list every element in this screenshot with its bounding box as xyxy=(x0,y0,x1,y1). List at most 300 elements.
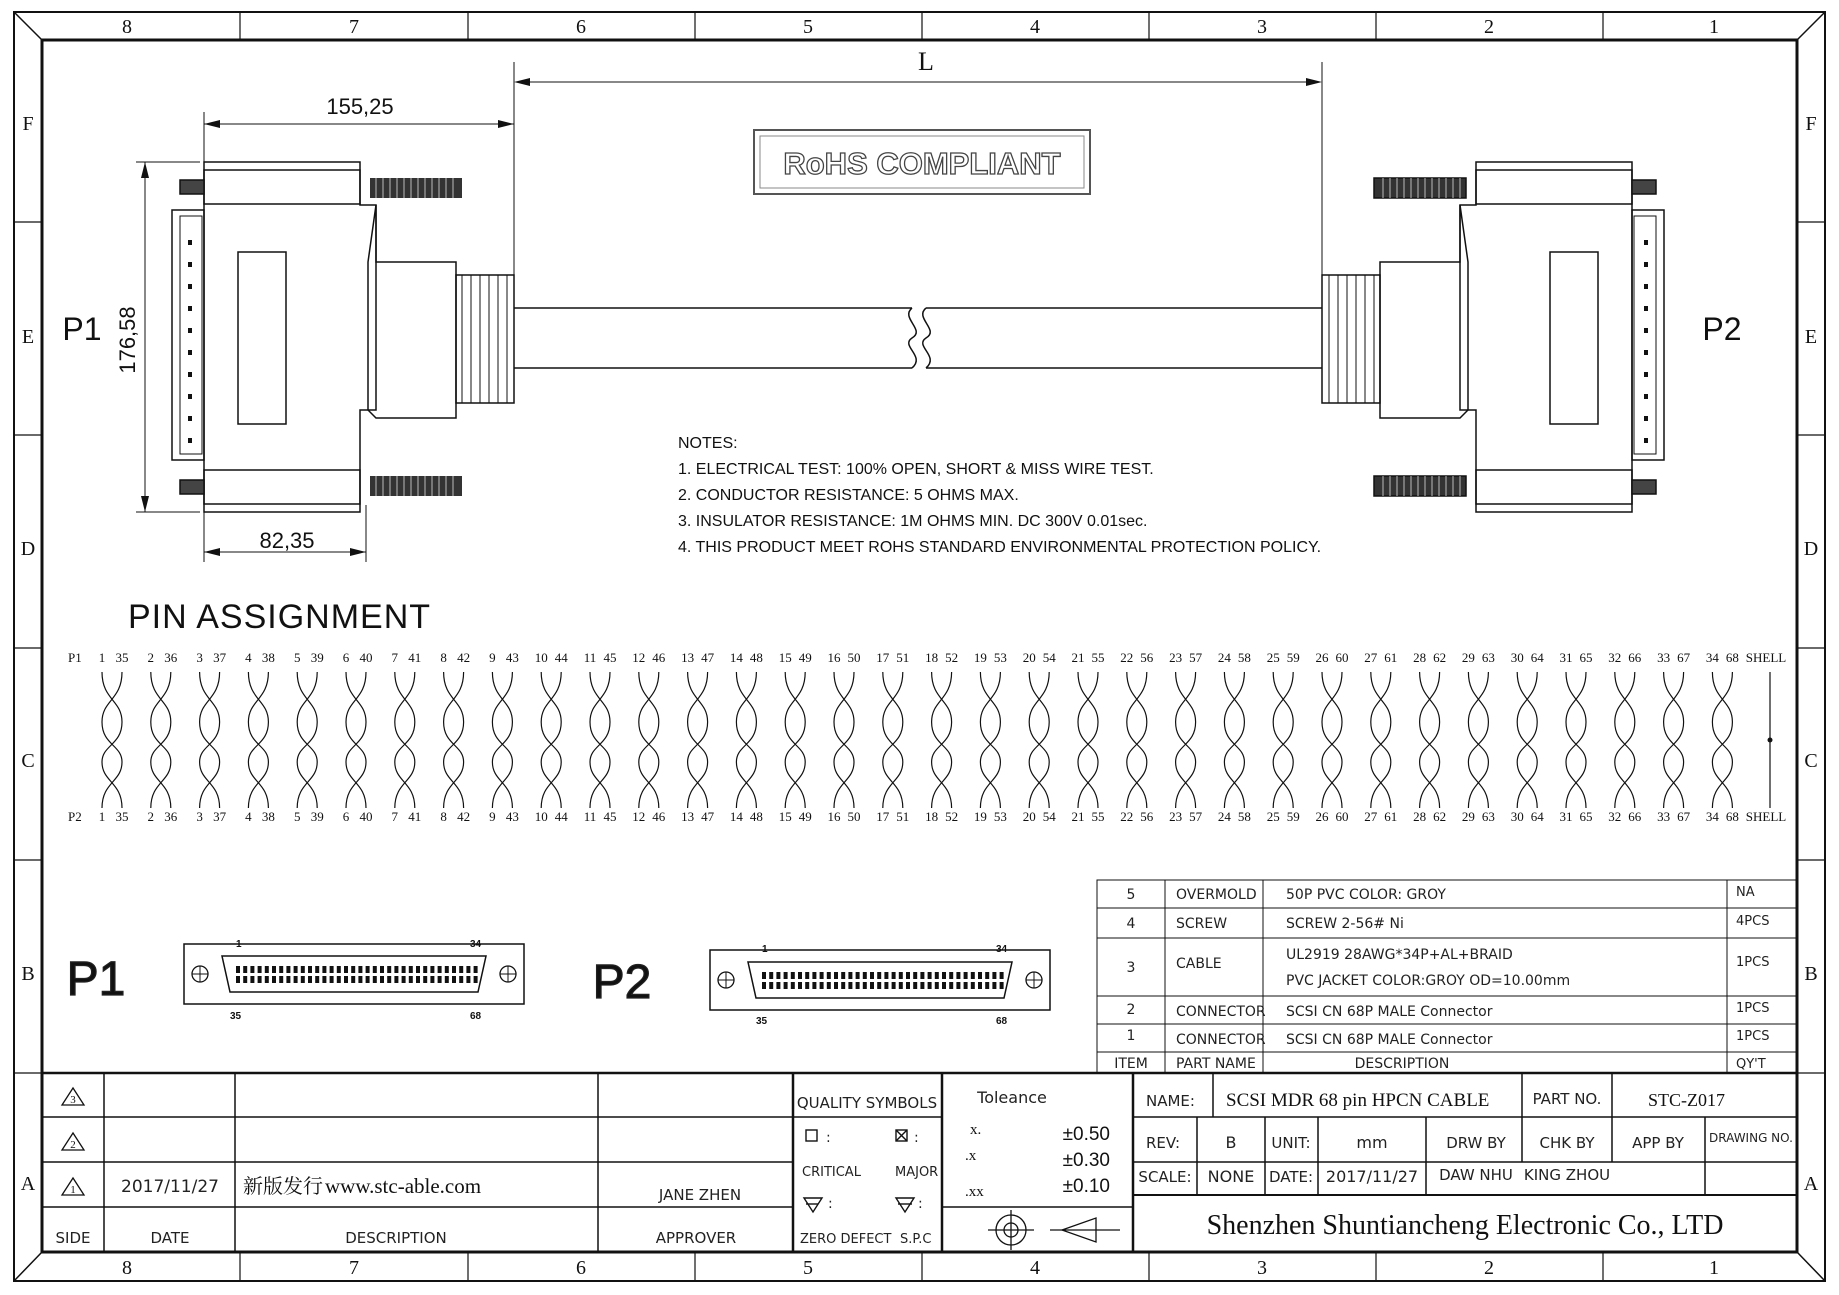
zone-label-bottom: 6 xyxy=(576,1257,586,1279)
pin-number: 46 xyxy=(652,809,666,824)
zone-label-top: 6 xyxy=(576,16,586,38)
pin-number: 60 xyxy=(1335,809,1349,824)
face-contact xyxy=(892,972,896,979)
face-contact xyxy=(445,976,449,983)
twisted-wire xyxy=(1420,672,1440,808)
face-contact xyxy=(459,966,463,973)
pin-number: 18 xyxy=(925,809,939,824)
face-contact xyxy=(243,966,247,973)
pin-number: 34 xyxy=(1705,809,1719,824)
zone-label-left: A xyxy=(20,1173,36,1195)
bom-item: 3 xyxy=(1126,960,1136,976)
face-contact xyxy=(906,982,910,989)
chk-by-label: CHK BY xyxy=(1539,1134,1595,1152)
twisted-wire xyxy=(883,672,903,808)
company-name: Shenzhen Shuntiancheng Electronic Co., LTD xyxy=(1206,1210,1724,1241)
tolerance-fmt: .x xyxy=(965,1148,977,1164)
note-item: 3. INSULATOR RESISTANCE: 1M OHMS MIN. DC 300V 0.01sec. xyxy=(678,513,1148,530)
face-contact xyxy=(373,966,377,973)
pin-number: 33 xyxy=(1657,650,1671,665)
bom-desc: SCREW 2-56# Ni xyxy=(1286,916,1404,932)
face-contact xyxy=(409,966,413,973)
face-outline xyxy=(184,944,524,1004)
twisted-wire xyxy=(1517,672,1537,808)
face-contact xyxy=(402,966,406,973)
face-contact xyxy=(272,966,276,973)
revision-side-1: 1 xyxy=(70,1184,76,1196)
pin-number: 14 xyxy=(729,650,743,665)
twisted-wire xyxy=(785,672,805,808)
contact-dot xyxy=(1644,416,1648,421)
twisted-wire xyxy=(1176,672,1196,808)
twisted-wire xyxy=(102,672,122,808)
face-contact xyxy=(474,966,478,973)
twisted-wire xyxy=(1273,672,1293,808)
contact-dot xyxy=(188,350,192,355)
pin-number: 36 xyxy=(164,650,178,665)
twisted-wire xyxy=(102,672,122,808)
twisted-wire xyxy=(395,672,415,808)
twisted-wire xyxy=(736,672,756,808)
face-contact xyxy=(330,976,334,983)
shell-p1-label: SHELL xyxy=(1745,650,1787,665)
revision-side-2: 2 xyxy=(70,1139,76,1151)
pin-number: 8 xyxy=(440,809,447,824)
face-contact xyxy=(250,966,254,973)
pin-number: 27 xyxy=(1364,650,1378,665)
face-contact xyxy=(258,966,262,973)
revision-approver: JANE ZHEN xyxy=(658,1186,742,1204)
twisted-wire xyxy=(883,672,903,808)
pin-row-p2-label: P2 xyxy=(68,809,82,824)
pin-number: 58 xyxy=(1237,809,1251,824)
face-p2-pin-34: 34 xyxy=(996,944,1008,955)
pin-number: 20 xyxy=(1022,650,1036,665)
face-contact xyxy=(308,966,312,973)
revision-description: 新版发行 xyxy=(243,1176,323,1198)
face-contact xyxy=(964,972,968,979)
twisted-wire xyxy=(444,672,464,808)
pin-number: 41 xyxy=(408,809,422,824)
pin-number: 68 xyxy=(1725,650,1739,665)
face-contact xyxy=(971,982,975,989)
label-p1: P1 xyxy=(62,311,102,347)
twisted-wire xyxy=(932,672,952,808)
bom-header-qty: QY'T xyxy=(1736,1057,1766,1072)
zone-label-bottom: 7 xyxy=(349,1257,359,1279)
pin-number: 5 xyxy=(293,650,301,665)
face-contact xyxy=(920,972,924,979)
bom-part: CONNECTOR xyxy=(1176,1032,1266,1048)
pin-number: 32 xyxy=(1608,809,1622,824)
pin-number: 41 xyxy=(408,650,422,665)
bom-item: 1 xyxy=(1126,1028,1136,1044)
pin-number: 34 xyxy=(1705,650,1719,665)
zone-label-top: 3 xyxy=(1257,16,1267,38)
pin-number: 16 xyxy=(827,809,841,824)
zone-label-right: F xyxy=(1805,113,1817,135)
p1-contact-dots xyxy=(188,240,192,443)
pin-number: 37 xyxy=(213,809,227,824)
face-p1-pin-68: 68 xyxy=(470,1011,482,1022)
pin-number: 15 xyxy=(778,809,792,824)
face-contact xyxy=(856,972,860,979)
name-label: NAME: xyxy=(1146,1092,1195,1110)
twisted-wire xyxy=(297,672,317,808)
pin-number: 25 xyxy=(1266,809,1280,824)
notes-heading: NOTES: xyxy=(678,435,738,452)
revision-header-approver: APPROVER xyxy=(655,1229,737,1247)
p1-connector-face xyxy=(184,944,524,1004)
drw-by-label: DRW BY xyxy=(1446,1134,1506,1152)
pin-number: 29 xyxy=(1461,809,1475,824)
face-contact xyxy=(373,976,377,983)
pin-number: 17 xyxy=(876,650,890,665)
app-by-label: APP BY xyxy=(1632,1134,1684,1152)
face-contact xyxy=(812,972,816,979)
contact-dot xyxy=(1644,328,1648,333)
face-label-p2: P2 xyxy=(592,956,652,1009)
twisted-wire xyxy=(1273,672,1293,808)
tolerance-val: ±0.50 xyxy=(1062,1124,1110,1145)
bom-part: OVERMOLD xyxy=(1176,887,1257,903)
face-contact xyxy=(827,972,831,979)
pin-number: 37 xyxy=(213,650,227,665)
twisted-wire xyxy=(1712,672,1732,808)
twisted-wire xyxy=(1224,672,1244,808)
zone-label-bottom: 2 xyxy=(1484,1257,1494,1279)
pin-number: 9 xyxy=(489,650,496,665)
part-no-label: PART NO. xyxy=(1532,1090,1602,1108)
pin-number: 58 xyxy=(1237,650,1251,665)
p1-grip-ribs xyxy=(376,178,507,496)
pin-assignment-title: PIN ASSIGNMENT xyxy=(128,598,432,636)
face-contact xyxy=(964,982,968,989)
contact-dot xyxy=(188,416,192,421)
face-contact xyxy=(884,982,888,989)
twisted-wire xyxy=(1517,672,1537,808)
face-contact xyxy=(243,976,247,983)
face-contact xyxy=(877,982,881,989)
face-contact xyxy=(445,966,449,973)
pin-number: 19 xyxy=(973,809,987,824)
pin-number: 42 xyxy=(457,650,471,665)
pin-number: 24 xyxy=(1217,809,1231,824)
dim-length-label: L xyxy=(918,47,934,76)
bom-desc: 50P PVC COLOR: GROY xyxy=(1286,887,1446,903)
face-contact xyxy=(899,982,903,989)
face-contact xyxy=(286,966,290,973)
zone-label-right: A xyxy=(1803,1173,1819,1195)
pin-number: 45 xyxy=(603,809,617,824)
pin-number: 6 xyxy=(342,809,350,824)
face-contact xyxy=(294,966,298,973)
pin-number: 59 xyxy=(1286,809,1300,824)
face-contact xyxy=(294,976,298,983)
bom-qty: 4PCS xyxy=(1736,914,1770,929)
face-contact xyxy=(236,966,240,973)
pin-number: 49 xyxy=(798,650,812,665)
face-contact xyxy=(315,966,319,973)
note-item: 1. ELECTRICAL TEST: 100% OPEN, SHORT & MISS WIRE TEST. xyxy=(678,461,1154,478)
twisted-wire xyxy=(151,672,171,808)
pin-number: 33 xyxy=(1657,809,1671,824)
pin-number: 20 xyxy=(1022,809,1036,824)
face-contact xyxy=(877,972,881,979)
pin-number: 64 xyxy=(1530,809,1544,824)
face-contact xyxy=(762,982,766,989)
zone-label-bottom: 1 xyxy=(1709,1257,1719,1279)
face-contact xyxy=(863,982,867,989)
face-contact xyxy=(466,976,470,983)
face-contact xyxy=(250,976,254,983)
face-contact xyxy=(351,976,355,983)
face-contact xyxy=(928,982,932,989)
face-p1-pin-35: 35 xyxy=(230,1011,242,1022)
pin-number: 54 xyxy=(1042,809,1056,824)
twisted-wire xyxy=(541,672,561,808)
note-item: 2. CONDUCTOR RESISTANCE: 5 OHMS MAX. xyxy=(678,487,1019,504)
pin-number: 36 xyxy=(164,809,178,824)
pin-pairs xyxy=(99,650,1739,824)
svg-text::: : xyxy=(828,1196,833,1212)
zone-label-right: C xyxy=(1804,750,1818,772)
pin-number: 3 xyxy=(196,650,203,665)
face-contact xyxy=(762,972,766,979)
pin-number: 12 xyxy=(632,650,646,665)
twisted-wire xyxy=(1468,672,1488,808)
face-contact xyxy=(358,976,362,983)
unit-label: UNIT: xyxy=(1271,1134,1311,1152)
face-contact xyxy=(798,972,802,979)
pin-number: 13 xyxy=(681,650,695,665)
svg-text::: : xyxy=(914,1130,919,1146)
face-contact xyxy=(380,966,384,973)
face-contact xyxy=(322,976,326,983)
bom-qty: 1PCS xyxy=(1736,1029,1770,1044)
face-contact xyxy=(856,982,860,989)
svg-text::: : xyxy=(918,1196,923,1212)
face-contact xyxy=(416,976,420,983)
pin-number: 52 xyxy=(945,650,959,665)
tolerance-fmt: x. xyxy=(970,1122,982,1138)
rohs-stamp xyxy=(754,130,1090,194)
twisted-wire xyxy=(980,672,1000,808)
pin-number: 53 xyxy=(993,650,1007,665)
contact-dot xyxy=(1644,438,1648,443)
face-contact xyxy=(985,982,989,989)
zone-label-top: 8 xyxy=(122,16,132,38)
tolerance-val: ±0.30 xyxy=(1062,1150,1110,1171)
bom-item: 4 xyxy=(1126,916,1136,932)
twisted-wire xyxy=(200,672,220,808)
zone-label-left: D xyxy=(20,538,36,560)
face-contact xyxy=(776,972,780,979)
zone-label-left: B xyxy=(21,963,35,985)
face-contact xyxy=(820,972,824,979)
part-no: STC-Z017 xyxy=(1648,1090,1726,1110)
svg-text::: : xyxy=(826,1130,831,1146)
twisted-wire xyxy=(297,672,317,808)
twisted-wire xyxy=(492,672,512,808)
pin-number: 18 xyxy=(925,650,939,665)
face-contact xyxy=(920,982,924,989)
pin-row-p1-label: P1 xyxy=(68,650,82,665)
pin-number: 4 xyxy=(245,809,252,824)
p2-contact-dots xyxy=(1644,240,1648,443)
pin-number: 61 xyxy=(1384,650,1398,665)
face-contact xyxy=(863,972,867,979)
face-contact xyxy=(956,972,960,979)
pin-number: 63 xyxy=(1481,809,1495,824)
twisted-wire xyxy=(1371,672,1391,808)
pin-number: 67 xyxy=(1677,809,1691,824)
twisted-wire xyxy=(1712,672,1732,808)
pin-number: 21 xyxy=(1071,650,1085,665)
face-contact xyxy=(474,976,478,983)
pin-number: 21 xyxy=(1071,809,1085,824)
zone-label-top: 5 xyxy=(803,16,813,38)
contact-dot xyxy=(188,438,192,443)
pin-number: 48 xyxy=(749,650,763,665)
twisted-wire xyxy=(785,672,805,808)
face-contact xyxy=(827,982,831,989)
pin-number: 27 xyxy=(1364,809,1378,824)
pin-number: 68 xyxy=(1725,809,1739,824)
pin-number: 14 xyxy=(729,809,743,824)
contact-dot xyxy=(1644,394,1648,399)
pin-number: 7 xyxy=(391,809,399,824)
pin-number: 51 xyxy=(896,650,910,665)
pin-number: 24 xyxy=(1217,650,1231,665)
face-contact xyxy=(913,972,917,979)
quality-critical: CRITICAL xyxy=(802,1165,861,1180)
zero-defect-triangle-icon xyxy=(804,1198,822,1212)
face-contact xyxy=(430,976,434,983)
twisted-wire xyxy=(444,672,464,808)
face-contact xyxy=(935,972,939,979)
zone-label-bottom: 4 xyxy=(1030,1257,1040,1279)
zone-label-left: C xyxy=(21,750,35,772)
bom-header-item: ITEM xyxy=(1114,1056,1148,1072)
face-contact xyxy=(769,972,773,979)
notes-block xyxy=(678,435,1321,556)
face-contact xyxy=(805,982,809,989)
face-contact xyxy=(942,972,946,979)
contact-dot xyxy=(188,372,192,377)
twisted-wire xyxy=(1566,672,1586,808)
revision-side-3: 3 xyxy=(70,1094,76,1106)
pin-number: 23 xyxy=(1169,809,1183,824)
pin-number: 56 xyxy=(1140,809,1154,824)
product-name: SCSI MDR 68 pin HPCN CABLE xyxy=(1226,1090,1490,1111)
zone-label-right: D xyxy=(1803,538,1819,560)
face-p1-pin-1: 1 xyxy=(236,939,242,950)
twisted-wire xyxy=(736,672,756,808)
face-contact xyxy=(315,976,319,983)
face-contact xyxy=(322,966,326,973)
pin-number: 55 xyxy=(1091,809,1105,824)
date-value: 2017/11/27 xyxy=(1325,1167,1419,1186)
twisted-wire xyxy=(1371,672,1391,808)
pin-number: 67 xyxy=(1677,650,1691,665)
face-contact xyxy=(265,976,269,983)
scale-value: NONE xyxy=(1207,1167,1255,1186)
face-contact xyxy=(409,976,413,983)
pin-number: 48 xyxy=(749,809,763,824)
face-contact xyxy=(913,982,917,989)
face-contact xyxy=(279,976,283,983)
p1-thumbscrews xyxy=(370,178,462,496)
pin-number: 40 xyxy=(359,650,373,665)
pin-number: 1 xyxy=(98,650,106,665)
bom-desc-2: PVC JACKET COLOR:GROY OD=10.00mm xyxy=(1286,973,1571,989)
dim-connector-length: 155,25 xyxy=(326,94,394,119)
pin-number: 50 xyxy=(847,809,861,824)
pin-number: 56 xyxy=(1140,650,1154,665)
contact-dot xyxy=(1644,350,1648,355)
face-contact xyxy=(387,976,391,983)
face-contact xyxy=(301,976,305,983)
face-contact xyxy=(956,982,960,989)
face-contact xyxy=(971,972,975,979)
twisted-wire xyxy=(1029,672,1049,808)
quality-title: QUALITY SYMBOLS xyxy=(796,1094,938,1112)
pin-number: 55 xyxy=(1091,650,1105,665)
pin-number: 3 xyxy=(196,809,203,824)
pin-number: 28 xyxy=(1413,809,1427,824)
twisted-wire xyxy=(590,672,610,808)
twisted-wire xyxy=(1566,672,1586,808)
pin-number: 6 xyxy=(342,650,350,665)
twisted-wire xyxy=(1078,672,1098,808)
face-contact xyxy=(394,966,398,973)
pin-number: 57 xyxy=(1189,809,1203,824)
p2-grip-ribs xyxy=(1329,178,1460,496)
pin-number: 47 xyxy=(701,809,715,824)
face-contact xyxy=(337,976,341,983)
pin-number: 50 xyxy=(847,650,861,665)
twisted-wire xyxy=(1468,672,1488,808)
pin-number: 39 xyxy=(310,809,324,824)
date-label: DATE: xyxy=(1268,1168,1314,1186)
revision-website: www.stc-able.com xyxy=(325,1174,482,1198)
pin-number: 44 xyxy=(554,650,568,665)
dim-width: 82,35 xyxy=(259,528,315,553)
face-contact xyxy=(784,972,788,979)
face-contact xyxy=(791,982,795,989)
face-p1-pin-34: 34 xyxy=(470,939,482,950)
zone-label-top: 4 xyxy=(1030,16,1040,38)
face-contact xyxy=(884,972,888,979)
pin-number: 5 xyxy=(293,809,301,824)
quality-major: MAJOR xyxy=(895,1165,939,1180)
rev-value: B xyxy=(1225,1133,1237,1152)
pin-number: 35 xyxy=(115,650,129,665)
pin-number: 65 xyxy=(1579,650,1593,665)
face-contact xyxy=(949,982,953,989)
face-contact xyxy=(992,972,996,979)
p2-connector-side xyxy=(1322,162,1664,512)
pin-number: 43 xyxy=(505,650,519,665)
pin-number: 4 xyxy=(245,650,252,665)
contact-dot xyxy=(188,394,192,399)
pin-number: 1 xyxy=(98,809,106,824)
bom-header-part: PART NAME xyxy=(1176,1056,1256,1072)
zone-label-left: E xyxy=(21,326,35,348)
pin-number: 39 xyxy=(310,650,324,665)
bom-part: SCREW xyxy=(1176,916,1228,932)
